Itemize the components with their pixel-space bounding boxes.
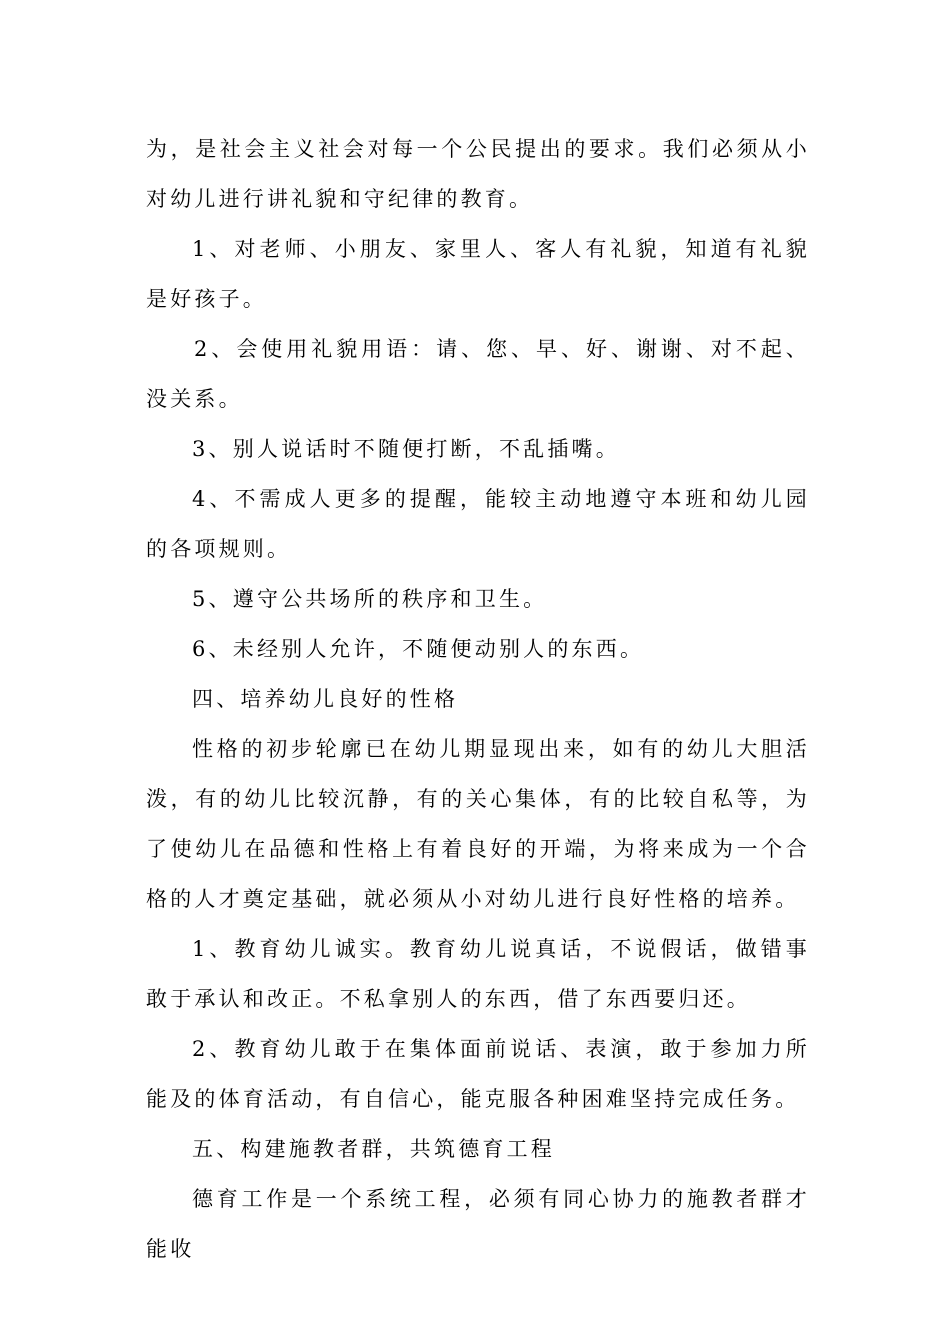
document-page — [146, 124, 810, 1274]
paragraph-continuation: 为，是社会主义社会对每一个公民提出的要求。我们必须从小对幼儿进行讲礼貌和守纪律的教育。 — [146, 137, 810, 211]
list-item-no-interrupt: 3、别人说话时不随便打断，不乱插嘴。 — [192, 437, 620, 461]
list-item-follow-rules: 4、不需成人更多的提醒，能较主动地遵守本班和幼儿园的各项规则。 — [146, 487, 810, 561]
section-heading-5: 五、构建施教者群，共筑德育工程 — [192, 1137, 555, 1161]
list-item-polite-words: 2、会使用礼貌用语：请、您、早、好、谢谢、对不起、没关系。 — [146, 337, 810, 411]
section-heading-4: 四、培养幼儿良好的性格 — [192, 687, 459, 711]
list-item-politeness: 1、对老师、小朋友、家里人、客人有礼貌，知道有礼貌是好孩子。 — [146, 237, 810, 311]
list-item-honesty: 1、教育幼儿诚实。教育幼儿说真话，不说假话，做错事敢于承认和改正。不私拿别人的东西，借了东西要归还。 — [146, 937, 810, 1011]
paragraph-character: 性格的初步轮廓已在幼儿期显现出来，如有的幼儿大胆活泼，有的幼儿比较沉静，有的关心集体，有的比较自私等，为了使幼儿在品德和性格上有着良好的开端，为将来成为一个合格的人才奠定基础，就必须从小对幼儿进行良好性格的培养。 — [146, 737, 810, 911]
list-item-confidence: 2、教育幼儿敢于在集体面前说话、表演，敢于参加力所能及的体育活动，有自信心，能克服各种困难坚持完成任务。 — [146, 1037, 810, 1111]
list-item-others-things: 6、未经别人允许，不随便动别人的东西。 — [192, 637, 645, 661]
paragraph-moral-education: 德育工作是一个系统工程，必须有同心协力的施教者群才能收 — [146, 1187, 810, 1261]
list-item-public-order: 5、遵守公共场所的秩序和卫生。 — [192, 587, 548, 611]
